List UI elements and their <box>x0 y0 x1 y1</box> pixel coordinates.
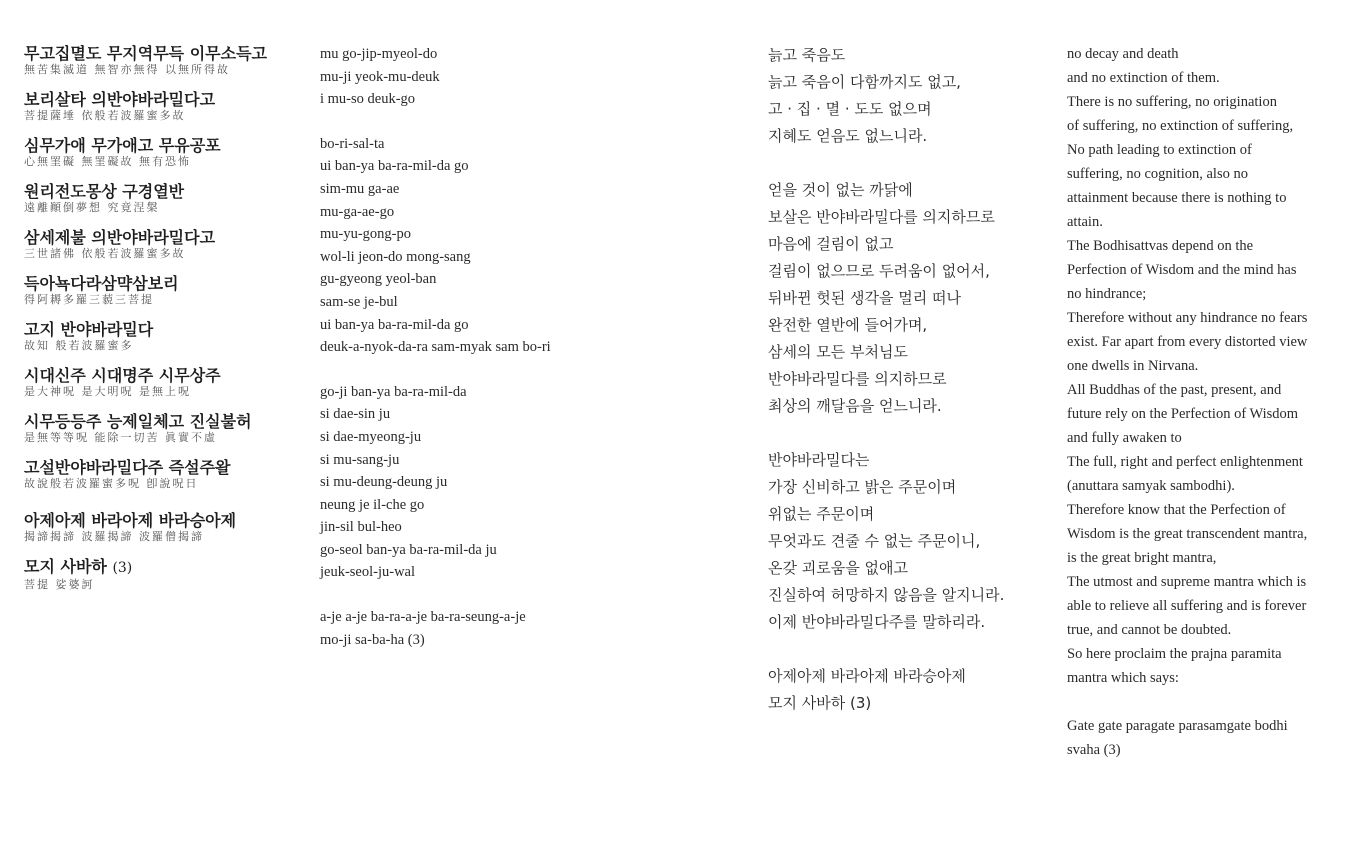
korean-verse-line <box>24 136 294 155</box>
english-line: no hindrance; <box>1067 286 1147 302</box>
english-line: (anuttara samyak sambodhi). <box>1067 478 1235 494</box>
romanization-line: jeuk-seol-ju-wal <box>320 564 416 581</box>
verse-pair <box>24 320 294 353</box>
romanization-line: ui ban-ya ba-ra-mil-da go <box>320 158 469 175</box>
verse-pair <box>24 182 294 215</box>
korean-verse-line <box>24 511 294 530</box>
korean-verse-text: 모지 사바하 <box>24 557 107 576</box>
modern-korean-line: 늙고 죽음도 <box>768 46 846 64</box>
modern-korean-line: 늙고 죽음이 다함까지도 없고, <box>768 73 961 91</box>
english-line: No path leading to extinction of <box>1067 142 1252 158</box>
romanization-line: mu-ji yeok-mu-deuk <box>320 68 440 85</box>
korean-verse-text: 무고집멸도 무지역무득 이무소득고 <box>24 44 267 63</box>
verse-pair <box>24 90 294 123</box>
verse-pair <box>24 557 294 592</box>
text-block <box>1067 42 1337 690</box>
english-line: Therefore without any hindrance no fears <box>1067 310 1308 326</box>
korean-verse-text: 보리살타 의반야바라밀다고 <box>24 90 216 109</box>
hanja-verse-line: 菩提 娑婆訶 <box>24 578 95 591</box>
text-block <box>320 43 620 111</box>
verse-pair <box>24 366 294 399</box>
text-block <box>320 606 620 651</box>
romanization-column <box>320 43 620 673</box>
romanization-line: si mu-deung-deung ju <box>320 474 448 491</box>
verse-pair <box>24 136 294 169</box>
modern-korean-line: 무엇과도 견줄 수 없는 주문이니, <box>768 532 981 550</box>
english-line: of suffering, no extinction of suffering, <box>1067 118 1294 134</box>
text-block <box>768 177 1038 420</box>
english-line: Perfection of Wisdom and the mind has <box>1067 262 1297 278</box>
modern-korean-column <box>768 42 1038 744</box>
romanization-line: si mu-sang-ju <box>320 451 400 468</box>
english-line: able to relieve all suffering and is forever <box>1067 598 1307 614</box>
english-line: Therefore know that the Perfection of <box>1067 502 1286 518</box>
hanja-verse-line: 遠離顚倒夢想 究竟涅槃 <box>24 201 160 214</box>
romanization-line: deuk-a-nyok-da-ra sam-myak sam bo-ri <box>320 339 551 356</box>
korean-verse-line <box>24 366 294 385</box>
english-line: Wisdom is the great transcendent mantra, <box>1067 526 1308 542</box>
verse-pair <box>24 511 294 544</box>
text-block <box>320 133 620 359</box>
modern-korean-line: 진실하여 허망하지 않음을 알지니라. <box>768 586 1005 604</box>
hanja-verse-line: 故說般若波羅蜜多呪 卽說呪日 <box>24 477 199 490</box>
english-line: exist. Far apart from every distorted view <box>1067 334 1308 350</box>
romanization-line: jin-sil bul-heo <box>320 519 402 536</box>
text-block <box>768 663 1038 717</box>
korean-verse-text: 삼세제불 의반야바라밀다고 <box>24 228 216 247</box>
text-block <box>1067 714 1337 762</box>
english-line: attain. <box>1067 214 1103 230</box>
romanization-line: ui ban-ya ba-ra-mil-da go <box>320 316 469 333</box>
repeat-count: (3) <box>112 560 133 576</box>
romanization-line: sim-mu ga-ae <box>320 180 400 197</box>
korean-verse-text: 심무가애 무가애고 무유공포 <box>24 136 221 155</box>
modern-korean-line: 보살은 반야바라밀다를 의지하므로 <box>768 208 995 226</box>
korean-verse-text: 원리전도몽상 구경열반 <box>24 182 185 201</box>
romanization-line: mu-ga-ae-go <box>320 203 395 220</box>
hanja-verse-line: 無苦集滅道 無智亦無得 以無所得故 <box>24 63 230 76</box>
english-line: The utmost and supreme mantra which is <box>1067 574 1307 590</box>
modern-korean-line: 반야바라밀다는 <box>768 451 870 469</box>
korean-verse-line <box>24 44 294 63</box>
romanization-line: a-je a-je ba-ra-a-je ba-ra-seung-a-je <box>320 609 526 626</box>
korean-verse-line <box>24 274 294 293</box>
hanja-verse-line: 故知 般若波羅蜜多 <box>24 339 134 352</box>
english-line: The Bodhisattvas depend on the <box>1067 238 1254 254</box>
romanization-line: neung je il-che go <box>320 496 425 513</box>
english-line: mantra which says: <box>1067 670 1179 686</box>
english-line: All Buddhas of the past, present, and <box>1067 382 1282 398</box>
romanization-line: i mu-so deuk-go <box>320 91 416 108</box>
romanization-line: gu-gyeong yeol-ban <box>320 271 437 288</box>
modern-korean-line: 삼세의 모든 부처님도 <box>768 343 908 361</box>
romanization-line: si dae-sin ju <box>320 406 391 423</box>
modern-korean-line: 최상의 깨달음을 얻느니라. <box>768 397 942 415</box>
english-line: future rely on the Perfection of Wisdom <box>1067 406 1299 422</box>
korean-verse-text: 고지 반야바라밀다 <box>24 320 154 339</box>
romanization-line: sam-se je-bul <box>320 293 398 310</box>
hanja-verse-line: 得阿耨多羅三藐三菩提 <box>24 293 154 306</box>
hanja-verse-line: 三世諸佛 依般若波羅蜜多故 <box>24 247 186 260</box>
romanization-line: go-seol ban-ya ba-ra-mil-da ju <box>320 541 497 558</box>
verse-pair <box>24 412 294 445</box>
korean-verse-line <box>24 412 294 431</box>
text-block <box>768 447 1038 636</box>
modern-korean-line: 온갖 괴로움을 없애고 <box>768 559 908 577</box>
english-line: and fully awaken to <box>1067 430 1182 446</box>
english-line: svaha (3) <box>1067 742 1121 758</box>
verse-pair <box>24 228 294 261</box>
hanja-verse-line: 揭諦揭諦 波羅揭諦 波羅僧揭諦 <box>24 530 204 543</box>
korean-verse-text: 시무등등주 능제일체고 진실불허 <box>24 412 252 431</box>
modern-korean-line: 얻을 것이 없는 까닭에 <box>768 181 913 199</box>
modern-korean-line: 이제 반야바라밀다주를 말하리라. <box>768 613 986 631</box>
korean-verse-text: 시대신주 시대명주 시무상주 <box>24 366 221 385</box>
english-line: one dwells in Nirvana. <box>1067 358 1199 374</box>
modern-korean-line: 마음에 걸림이 없고 <box>768 235 894 253</box>
modern-korean-line: 완전한 열반에 들어가며, <box>768 316 928 334</box>
korean-verse-line <box>24 182 294 201</box>
romanization-line: si dae-myeong-ju <box>320 428 422 445</box>
korean-verse-line <box>24 90 294 109</box>
english-line: true, and cannot be doubted. <box>1067 622 1232 638</box>
modern-korean-line: 모지 사바하 (3) <box>768 694 872 712</box>
romanization-line: mu go-jip-myeol-do <box>320 46 438 62</box>
verse-pair <box>24 44 294 77</box>
modern-korean-line: 가장 신비하고 밝은 주문이며 <box>768 478 957 496</box>
modern-korean-line: 고 · 집 · 멸 · 도도 없으며 <box>768 100 932 118</box>
english-column <box>1067 42 1337 786</box>
english-line: suffering, no cognition, also no <box>1067 166 1248 182</box>
romanization-line: go-ji ban-ya ba-ra-mil-da <box>320 383 467 400</box>
korean-verse-text: 득아뇩다라삼먁삼보리 <box>24 274 179 293</box>
english-line: is the great bright mantra, <box>1067 550 1217 566</box>
romanization-line: mu-yu-gong-po <box>320 226 412 243</box>
modern-korean-line: 아제아제 바라아제 바라승아제 <box>768 667 966 685</box>
romanization-line: bo-ri-sal-ta <box>320 135 385 152</box>
modern-korean-line: 걸림이 없으므로 두려움이 없어서, <box>768 262 990 280</box>
english-line: The full, right and perfect enlightenment <box>1067 454 1303 470</box>
romanization-line: wol-li jeon-do mong-sang <box>320 248 471 265</box>
korean-verse-line <box>24 557 294 578</box>
modern-korean-line: 위없는 주문이며 <box>768 505 875 523</box>
korean-verse-text: 고설반야바라밀다주 즉설주왈 <box>24 458 231 477</box>
korean-verse-line <box>24 458 294 477</box>
hanja-verse-line: 菩提薩埵 依般若波羅蜜多故 <box>24 109 186 122</box>
english-line: attainment because there is nothing to <box>1067 190 1287 206</box>
hanja-korean-column <box>24 44 294 605</box>
hanja-verse-line: 是無等等呪 能除一切苦 眞實不虛 <box>24 431 217 444</box>
verse-pair <box>24 274 294 307</box>
modern-korean-line: 뒤바뀐 헛된 생각을 멀리 떠나 <box>768 289 961 307</box>
english-line: So here proclaim the prajna paramita <box>1067 646 1282 662</box>
hanja-verse-line: 心無罣礙 無罣礙故 無有恐怖 <box>24 155 191 168</box>
text-block <box>768 42 1038 150</box>
korean-verse-line <box>24 320 294 339</box>
modern-korean-line: 반야바라밀다를 의지하므로 <box>768 370 947 388</box>
english-line: no decay and death <box>1067 46 1179 62</box>
english-line: Gate gate paragate parasamgate bodhi <box>1067 718 1288 734</box>
modern-korean-line: 지혜도 얻음도 없느니라. <box>768 127 928 145</box>
english-line: There is no suffering, no origination <box>1067 94 1277 110</box>
korean-verse-text: 아제아제 바라아제 바라승아제 <box>24 511 237 530</box>
hanja-verse-line: 是大神呪 是大明呪 是無上呪 <box>24 385 191 398</box>
english-line: and no extinction of them. <box>1067 70 1220 86</box>
korean-verse-line <box>24 228 294 247</box>
romanization-line: mo-ji sa-ba-ha (3) <box>320 631 425 648</box>
text-block <box>320 381 620 584</box>
verse-pair <box>24 458 294 491</box>
